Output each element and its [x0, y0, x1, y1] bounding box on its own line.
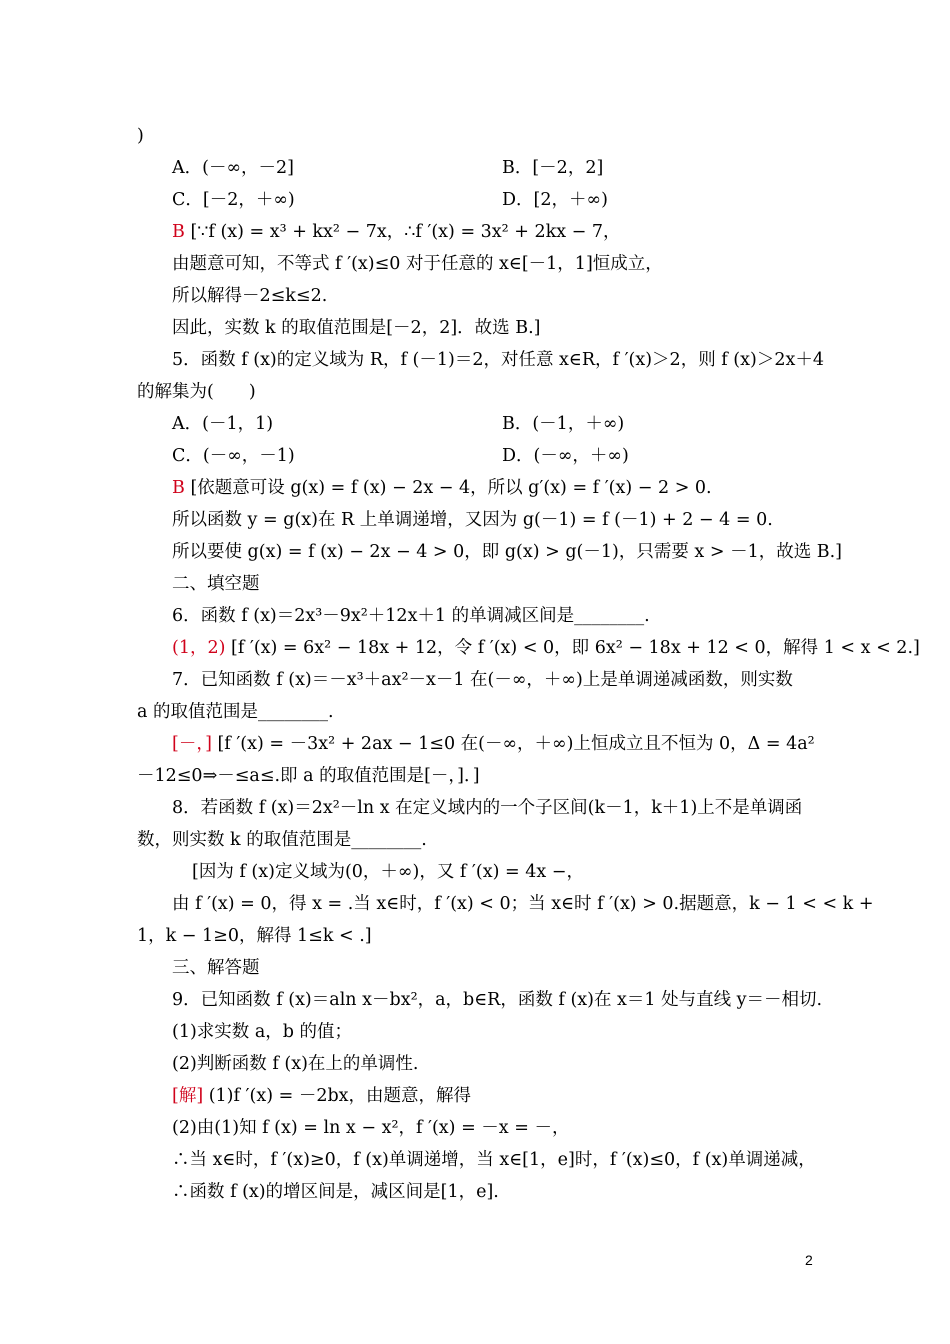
option-c: C．(－∞，－1) — [172, 446, 295, 466]
text-line: (1)求实数 a，b 的值； — [172, 1022, 353, 1042]
answer-mark: (1，2) — [172, 638, 226, 658]
option-row — [172, 188, 827, 212]
answer-line: [－，] [f ′(x) = －3x² + 2ax − 1≤0 在(－∞，＋∞)上恒成立且不恒为 0，Δ = 4a² — [172, 734, 815, 754]
text-line: 所以函数 y = g(x)在 R 上单调递增，又因为 g(－1) = f (－1) + 2 − 4 = 0. — [172, 510, 773, 530]
section-heading: 三、解答题 — [172, 958, 260, 978]
option-row — [172, 444, 827, 468]
text-line: (2)判断函数 f (x)在上的单调性. — [172, 1054, 419, 1074]
text-line: a 的取值范围是________. — [137, 702, 334, 722]
answer-mark: B — [172, 478, 185, 498]
option-d: D．[2，＋∞) — [502, 190, 608, 210]
text-line: 的解集为( ) — [137, 382, 256, 402]
answer-line: [解] (1)f ′(x) = －2bx，由题意，解得 — [172, 1086, 472, 1106]
question-9: 9．已知函数 f (x)＝aln x－bx²，a，b∈R，函数 f (x)在 x＝1 处与直线 y＝－相切. — [172, 990, 823, 1010]
section-heading: 二、填空题 — [172, 574, 260, 594]
question-5: 5．函数 f (x)的定义域为 R，f (－1)＝2，对任意 x∈R，f ′(x)＞2，则 f (x)＞2x＋4 — [172, 350, 824, 370]
option-row — [172, 156, 827, 180]
text-line: ∴函数 f (x)的增区间是，减区间是[1，e]. — [172, 1182, 499, 1202]
option-a: A．(－∞，－2] — [172, 158, 295, 178]
text-line: (2)由(1)知 f (x) = ln x − x²，f ′(x) = －x = －， — [172, 1118, 570, 1138]
question-7: 7．已知函数 f (x)＝－x³＋ax²－x－1 在(－∞，＋∞)上是单调递减函数，则实数 — [172, 670, 793, 690]
option-row — [172, 412, 827, 436]
option-b: B．[－2，2] — [502, 158, 604, 178]
question-6: 6．函数 f (x)＝2x³－9x²＋12x＋1 的单调减区间是________. — [172, 606, 650, 626]
page-number: 2 — [805, 1252, 813, 1268]
text-line: ) — [137, 126, 144, 146]
text-line: 由题意可知，不等式 f ′(x)≤0 对于任意的 x∈[－1，1]恒成立， — [172, 254, 663, 274]
text-line: 1，k − 1≥0，解得 1≤k < .] — [137, 926, 372, 946]
option-d: D．(－∞，＋∞) — [502, 446, 629, 466]
answer-mark: [－，] — [172, 734, 212, 754]
text-line: ∴当 x∈时，f ′(x)≥0，f (x)单调递增，当 x∈[1，e]时，f ′(x)≤0，f (x)单调递减， — [172, 1150, 816, 1170]
text-line: 数，则实数 k 的取值范围是________. — [137, 830, 427, 850]
answer-mark: [解] — [172, 1086, 204, 1106]
option-b: B．(－1，＋∞) — [502, 414, 625, 434]
text-line: 由 f ′(x) = 0，得 x = .当 x∈时，f ′(x) < 0；当 x∈时 f ′(x) > 0.据题意，k − 1 < < k + — [172, 894, 874, 914]
answer-mark: B — [172, 222, 185, 242]
answer-line: (1，2) [f ′(x) = 6x² − 18x + 12，令 f ′(x) < 0，即 6x² − 18x + 12 < 0，解得 1 < x < 2.] — [172, 638, 920, 658]
option-a: A．(－1，1) — [172, 414, 274, 434]
text-line: 所以要使 g(x) = f (x) − 2x − 4 > 0，即 g(x) > g(－1)，只需要 x > －1，故选 B.] — [172, 542, 843, 562]
text-line: [因为 f (x)定义域为(0，＋∞)，又 f ′(x) = 4x −， — [192, 862, 584, 882]
text-line: 所以解得－2≤k≤2. — [172, 286, 328, 306]
question-8: 8．若函数 f (x)＝2x²－ln x 在定义域内的一个子区间(k－1，k＋1)上不是单调函 — [172, 798, 803, 818]
text-line: －12≤0⇒－≤a≤.即 a 的取值范围是[－，]．] — [137, 766, 480, 786]
text-line: 因此，实数 k 的取值范围是[－2，2]．故选 B.] — [172, 318, 541, 338]
option-c: C．[－2，＋∞) — [172, 190, 295, 210]
answer-line: B [依题意可设 g(x) = f (x) − 2x − 4，所以 g′(x) = f ′(x) − 2 > 0. — [172, 478, 712, 498]
answer-line: B [∵f (x) = x³ + kx² − 7x，∴f ′(x) = 3x² + 2kx − 7， — [172, 222, 621, 242]
